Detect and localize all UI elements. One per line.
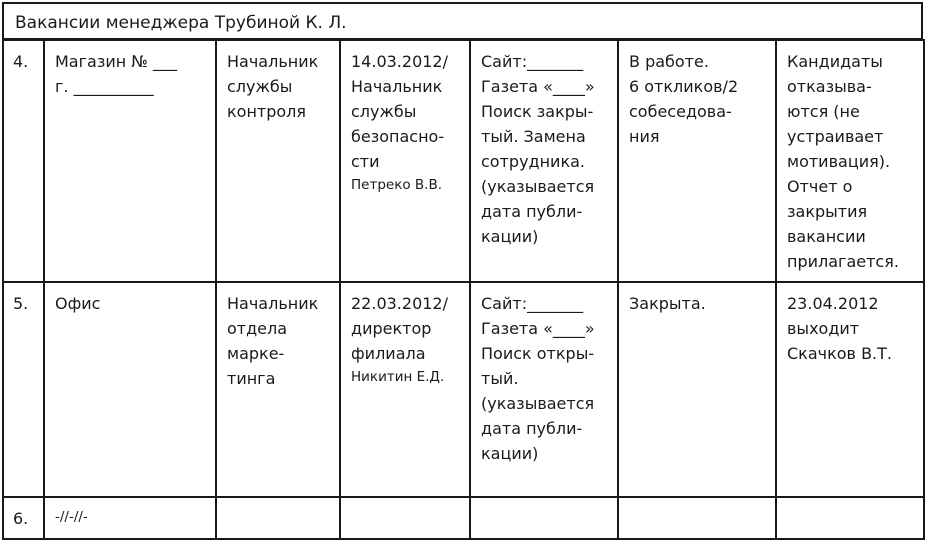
position-cell bbox=[216, 282, 340, 497]
cell-line: контроля bbox=[227, 102, 307, 121]
cell-line: 6 откликов/2 bbox=[629, 77, 739, 96]
cell-line: Начальник bbox=[351, 77, 443, 96]
cell-line: Газета «____» bbox=[481, 319, 595, 338]
cell-line: тый. bbox=[481, 369, 519, 388]
cell-line: -//-//- bbox=[55, 509, 88, 525]
cell-line: Скачков В.Т. bbox=[787, 344, 892, 363]
row-number: 5. bbox=[3, 282, 44, 497]
cell-line: отдела bbox=[227, 319, 288, 338]
cell-line: (указывается bbox=[481, 394, 595, 413]
note-cell bbox=[776, 282, 924, 497]
cell-line: выходит bbox=[787, 319, 860, 338]
sources-cell bbox=[470, 40, 618, 282]
cell-line: кации) bbox=[481, 227, 539, 246]
cell-line: дата публи- bbox=[481, 419, 583, 438]
cell-line: Поиск откры- bbox=[481, 344, 595, 363]
cell-line: службы bbox=[227, 77, 293, 96]
date-author-cell bbox=[340, 282, 470, 497]
cell-line: мотивация). bbox=[787, 152, 891, 171]
cell-line: Поиск закры- bbox=[481, 102, 594, 121]
cell-line: Газета «____» bbox=[481, 77, 595, 96]
table-row bbox=[3, 40, 924, 282]
cell-line: 23.04.2012 bbox=[787, 294, 879, 313]
cell-line: директор bbox=[351, 319, 432, 338]
table-row bbox=[3, 282, 924, 497]
cell-line: закрытия bbox=[787, 202, 868, 221]
status-cell bbox=[618, 40, 776, 282]
cell-line: сотрудника. bbox=[481, 152, 586, 171]
signer-name: Никитин Е.Д. bbox=[351, 369, 445, 385]
position-cell bbox=[216, 497, 340, 539]
status-cell bbox=[618, 497, 776, 539]
table-row bbox=[3, 497, 924, 539]
row-number: 4. bbox=[3, 40, 44, 282]
cell-line: сти bbox=[351, 152, 380, 171]
date-author-cell bbox=[340, 40, 470, 282]
cell-line: кации) bbox=[481, 444, 539, 463]
cell-line: марке- bbox=[227, 344, 285, 363]
signer-name: Петреко В.В. bbox=[351, 177, 443, 193]
sources-cell bbox=[470, 497, 618, 539]
cell-line: Начальник bbox=[227, 294, 319, 313]
cell-line: вакансии bbox=[787, 227, 866, 246]
date-author-cell bbox=[340, 497, 470, 539]
note-cell bbox=[776, 497, 924, 539]
cell-line: отказыва- bbox=[787, 77, 872, 96]
cell-line: ния bbox=[629, 127, 660, 146]
report-title: Вакансии менеджера Трубиной К. Л. bbox=[2, 2, 923, 40]
cell-line: филиала bbox=[351, 344, 426, 363]
position-cell bbox=[216, 40, 340, 282]
cell-line: Отчет о bbox=[787, 177, 853, 196]
cell-line: дата публи- bbox=[481, 202, 583, 221]
cell-line: Кандидаты bbox=[787, 52, 883, 71]
location-cell bbox=[44, 497, 216, 539]
status-cell bbox=[618, 282, 776, 497]
cell-line: Начальник bbox=[227, 52, 319, 71]
cell-line: Сайт:_______ bbox=[481, 294, 584, 313]
cell-line: тый. Замена bbox=[481, 127, 586, 146]
cell-line: Магазин № ___ bbox=[55, 52, 177, 71]
cell-line: г. __________ bbox=[55, 77, 154, 96]
cell-line: ются (не bbox=[787, 102, 860, 121]
cell-line: собеседова- bbox=[629, 102, 732, 121]
location-cell bbox=[44, 282, 216, 497]
cell-line: В работе. bbox=[629, 52, 709, 71]
vacancy-table bbox=[2, 39, 925, 540]
location-cell bbox=[44, 40, 216, 282]
cell-line: 14.03.2012/ bbox=[351, 52, 448, 71]
cell-line: Закрыта. bbox=[629, 294, 706, 313]
note-cell bbox=[776, 40, 924, 282]
cell-line: тинга bbox=[227, 369, 276, 388]
cell-line: 22.03.2012/ bbox=[351, 294, 448, 313]
sources-cell bbox=[470, 282, 618, 497]
cell-line: Сайт:_______ bbox=[481, 52, 584, 71]
cell-line: устраивает bbox=[787, 127, 884, 146]
cell-line: прилагается. bbox=[787, 252, 899, 271]
cell-line: (указывается bbox=[481, 177, 595, 196]
cell-line: безопасно- bbox=[351, 127, 445, 146]
cell-line: Офис bbox=[55, 294, 101, 313]
row-number: 6. bbox=[3, 497, 44, 539]
cell-line: службы bbox=[351, 102, 417, 121]
